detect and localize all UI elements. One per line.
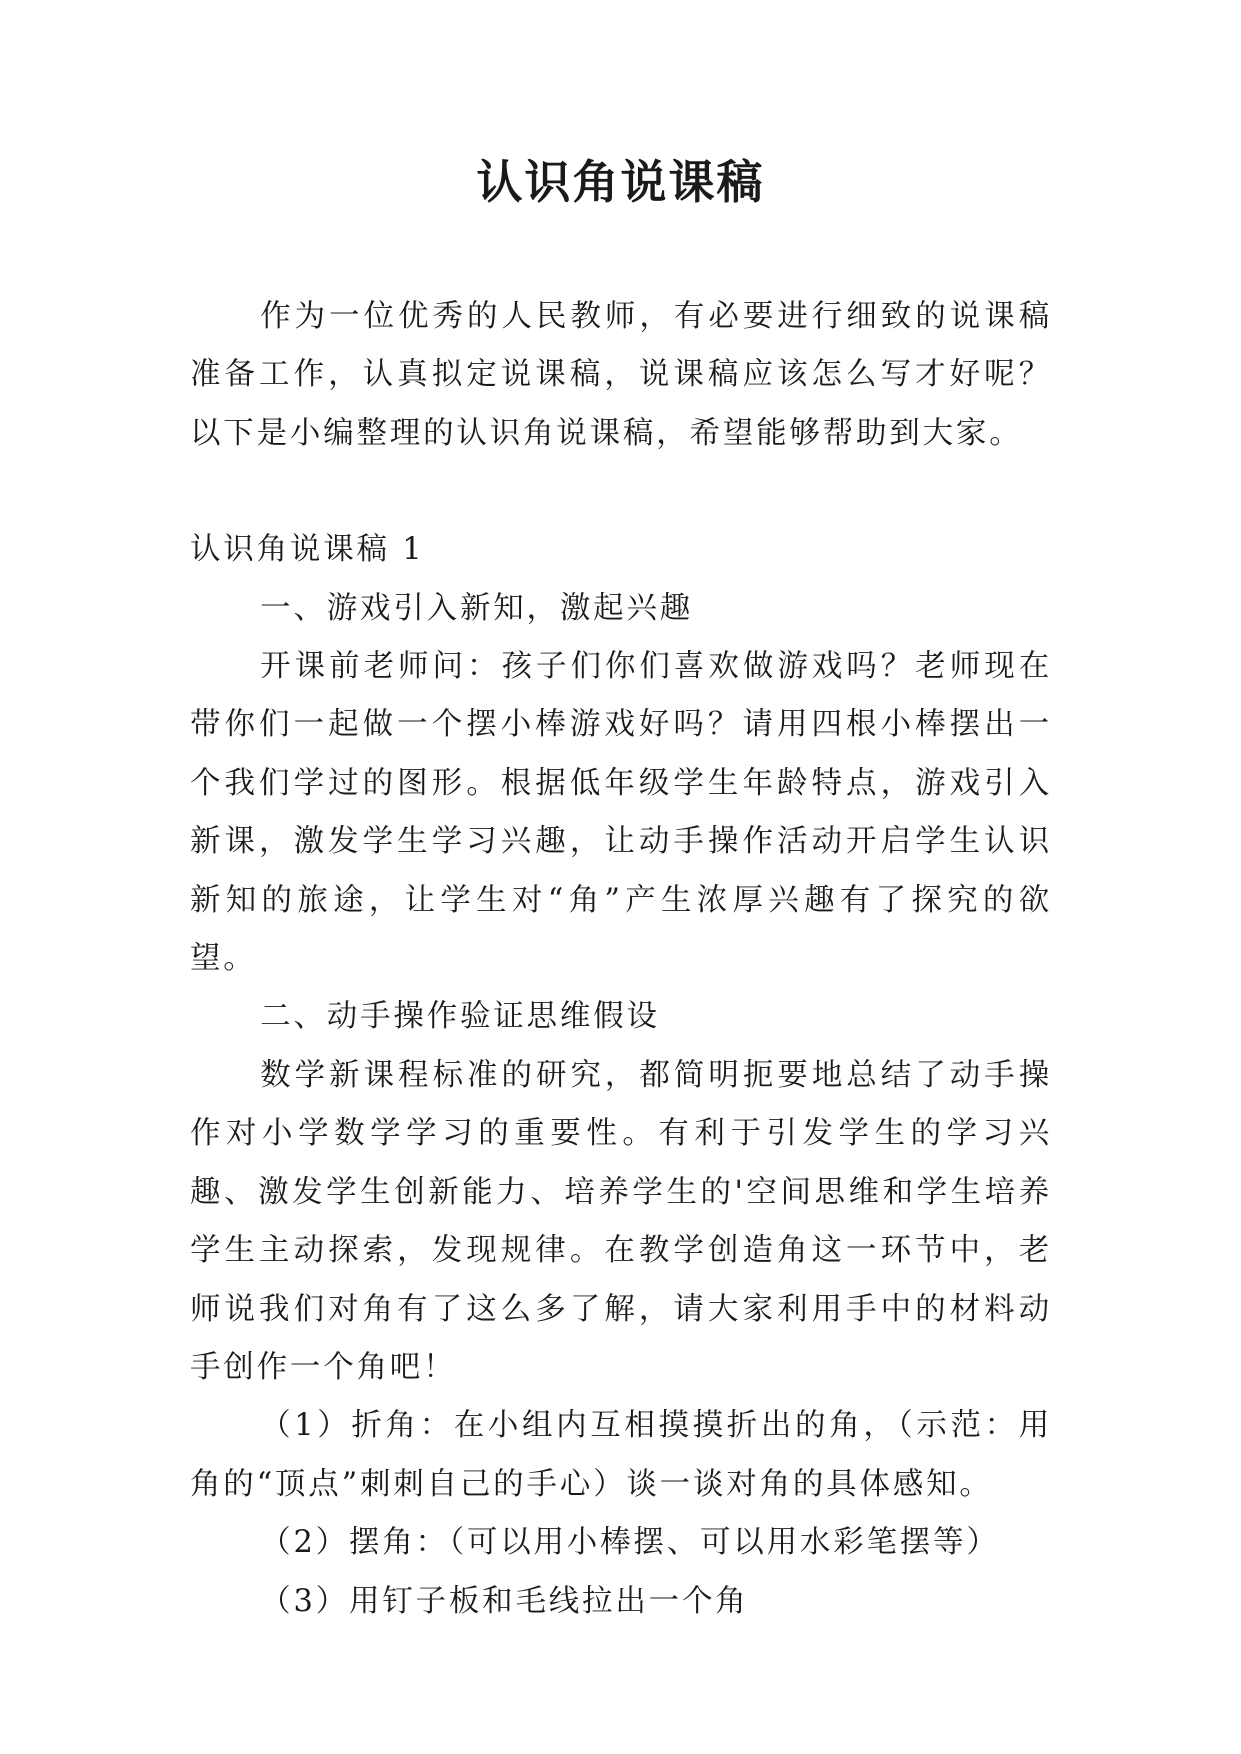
intro-paragraph: 作为一位优秀的人民教师，有必要进行细致的说课稿准备工作，认真拟定说课稿，说课稿应该怎么写才好呢？以下是小编整理的认识角说课稿，希望能够帮助到大家。 [190, 299, 1052, 451]
paragraph-gap [190, 463, 1052, 521]
paragraph-game-intro: 开课前老师问：孩子们你们喜欢做游戏吗？老师现在带你们一起做一个摆小棒游戏好吗？请用四根小棒摆出一个我们学过的图形。根据低年级学生年龄特点，游戏引入新课，激发学生学习兴趣，让动手操作活动开启学生认识新知的旅途，让学生对“角”产生浓厚兴趣有了探究的欲望。 [190, 649, 1052, 977]
document-title: 认识角说课稿 [476, 155, 765, 209]
list-item-pull-angle: （3）用钉子板和毛线拉出一个角 [260, 1583, 749, 1619]
document-body [190, 288, 1052, 1631]
list-item-fold-angle: （1）折角：在小组内互相摸摸折出的角，（示范：用角的“顶点”刺刺自己的手心）谈一谈对角的具体感知。 [190, 1408, 1052, 1502]
paragraph-hands-on: 数学新课程标准的研究，都简明扼要地总结了动手操作对小学数学学习的重要性。有利于引发学生的学习兴趣、激发学生创新能力、培养学生的'空间思维和学生培养学生主动探索，发现规律。在教学创造角这一环节中，老师说我们对角有了这么多了解，请大家利用手中的材料动手创作一个角吧！ [190, 1057, 1052, 1385]
list-item-place-angle: （2）摆角：（可以用小棒摆、可以用水彩笔摆等） [260, 1525, 1000, 1561]
subheading-hands-on: 二、动手操作验证思维假设 [260, 999, 660, 1035]
section-heading: 认识角说课稿 1 [190, 532, 425, 568]
subheading-game-intro: 一、游戏引入新知，激起兴趣 [260, 590, 694, 626]
